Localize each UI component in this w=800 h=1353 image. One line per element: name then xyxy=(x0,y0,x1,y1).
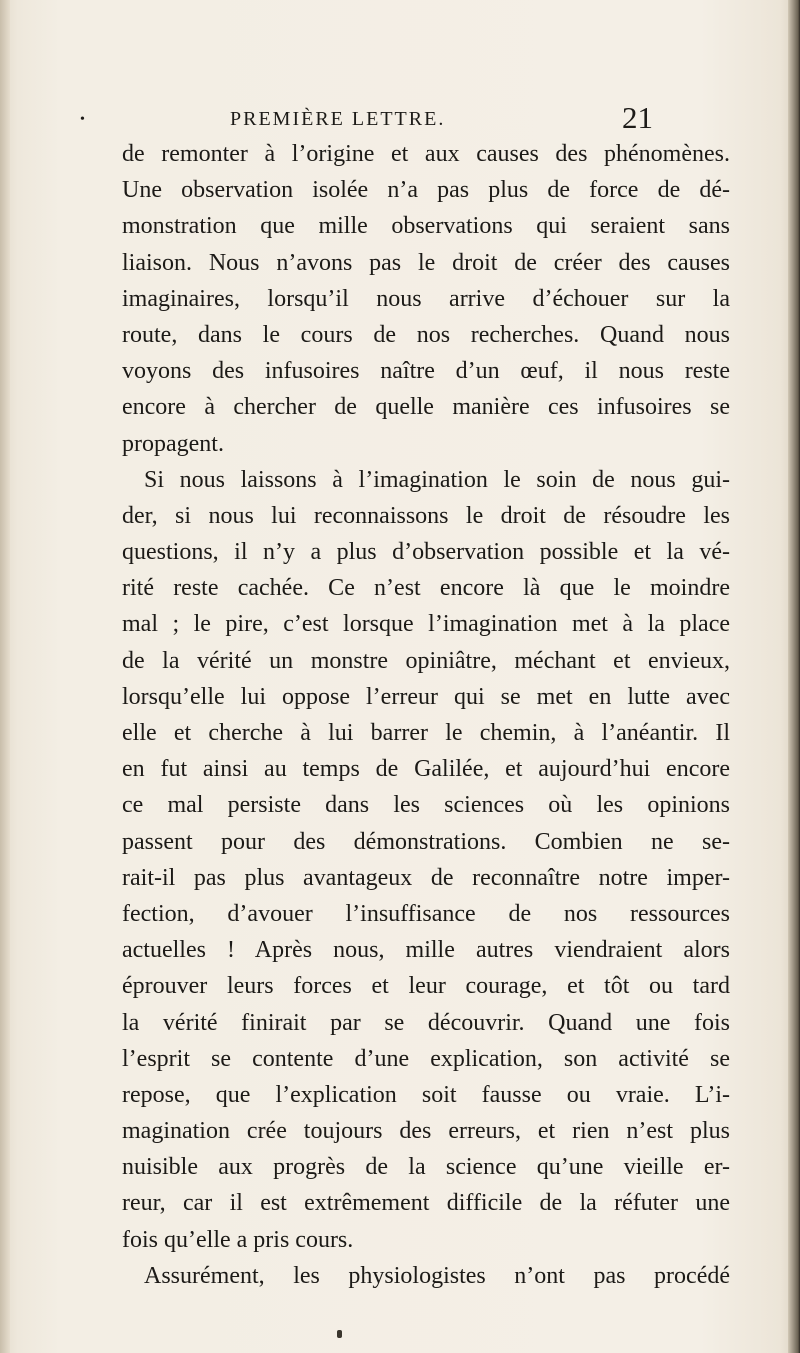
text-line: questions, il n’y a plus d’observation possible et la vé- xyxy=(122,539,730,566)
text-line: la vérité finirait par se découvrir. Quand une fois xyxy=(122,1009,730,1036)
text-line: voyons des infusoires naître d’un œuf, il nous reste xyxy=(122,358,730,385)
text-line: l’esprit se contente d’une explication, son activité se xyxy=(122,1045,730,1072)
text-line: passent pour des démonstrations. Combien ne se- xyxy=(122,828,730,855)
page-number: 21 xyxy=(622,100,653,135)
text-line: liaison. Nous n’avons pas le droit de créer des causes xyxy=(122,249,730,276)
text-line: encore à chercher de quelle manière ces infusoires se xyxy=(122,394,730,421)
text-line: lorsqu’elle lui oppose l’erreur qui se met en lutte avec xyxy=(122,683,730,710)
text-line: imaginaires, lorsqu’il nous arrive d’échouer sur la xyxy=(122,285,730,312)
text-line: en fut ainsi au temps de Galilée, et aujourd’hui encore xyxy=(122,756,730,783)
text-line: monstration que mille observations qui seraient sans xyxy=(122,213,730,240)
running-title: PREMIÈRE LETTRE. xyxy=(230,108,446,130)
text-line: reur, car il est extrêmement difficile de la réfuter une xyxy=(122,1190,730,1217)
text-line: propagent. xyxy=(122,430,224,457)
text-line: mal ; le pire, c’est lorsque l’imagination met à la place xyxy=(122,611,730,638)
ink-speck xyxy=(337,1330,342,1338)
text-line: fois qu’elle a pris cours. xyxy=(122,1226,354,1253)
text-line: elle et cherche à lui barrer le chemin, à l’anéantir. Il xyxy=(122,720,730,746)
text-line: Assurément, les physiologistes n’ont pas procédé xyxy=(144,1262,730,1289)
body-text xyxy=(122,136,730,1294)
book-binding-edge xyxy=(788,0,800,1353)
text-line: de remonter à l’origine et aux causes des phénomènes. xyxy=(122,141,730,167)
text-line: Si nous laissons à l’imagination le soin de nous gui- xyxy=(144,466,730,493)
text-line: der, si nous lui reconnaissons le droit de résoudre les xyxy=(122,502,730,529)
text-line: nuisible aux progrès de la science qu’une vieille er- xyxy=(122,1154,730,1181)
text-line: Une observation isolée n’a pas plus de force de dé- xyxy=(122,177,730,204)
page-header xyxy=(80,100,680,140)
text-line: rité reste cachée. Ce n’est encore là que le moindre xyxy=(122,575,730,602)
text-line: magination crée toujours des erreurs, et rien n’est plus xyxy=(122,1118,730,1145)
text-line: route, dans le cours de nos recherches. Quand nous xyxy=(122,321,730,348)
text-line: ce mal persiste dans les sciences où les opinions xyxy=(122,792,730,819)
text-line: éprouver leurs forces et leur courage, et tôt ou tard xyxy=(122,973,730,1000)
text-line: rait-il pas plus avantageux de reconnaître notre imper- xyxy=(122,864,730,891)
text-line: fection, d’avouer l’insuffisance de nos ressources xyxy=(122,900,730,927)
header-bullet: • xyxy=(80,112,85,127)
page-left-edge xyxy=(0,0,10,1353)
text-line: de la vérité un monstre opiniâtre, méchant et envieux, xyxy=(122,647,730,674)
text-line: repose, que l’explication soit fausse ou vraie. L’i- xyxy=(122,1081,730,1108)
text-line: actuelles ! Après nous, mille autres viendraient alors xyxy=(122,937,730,964)
